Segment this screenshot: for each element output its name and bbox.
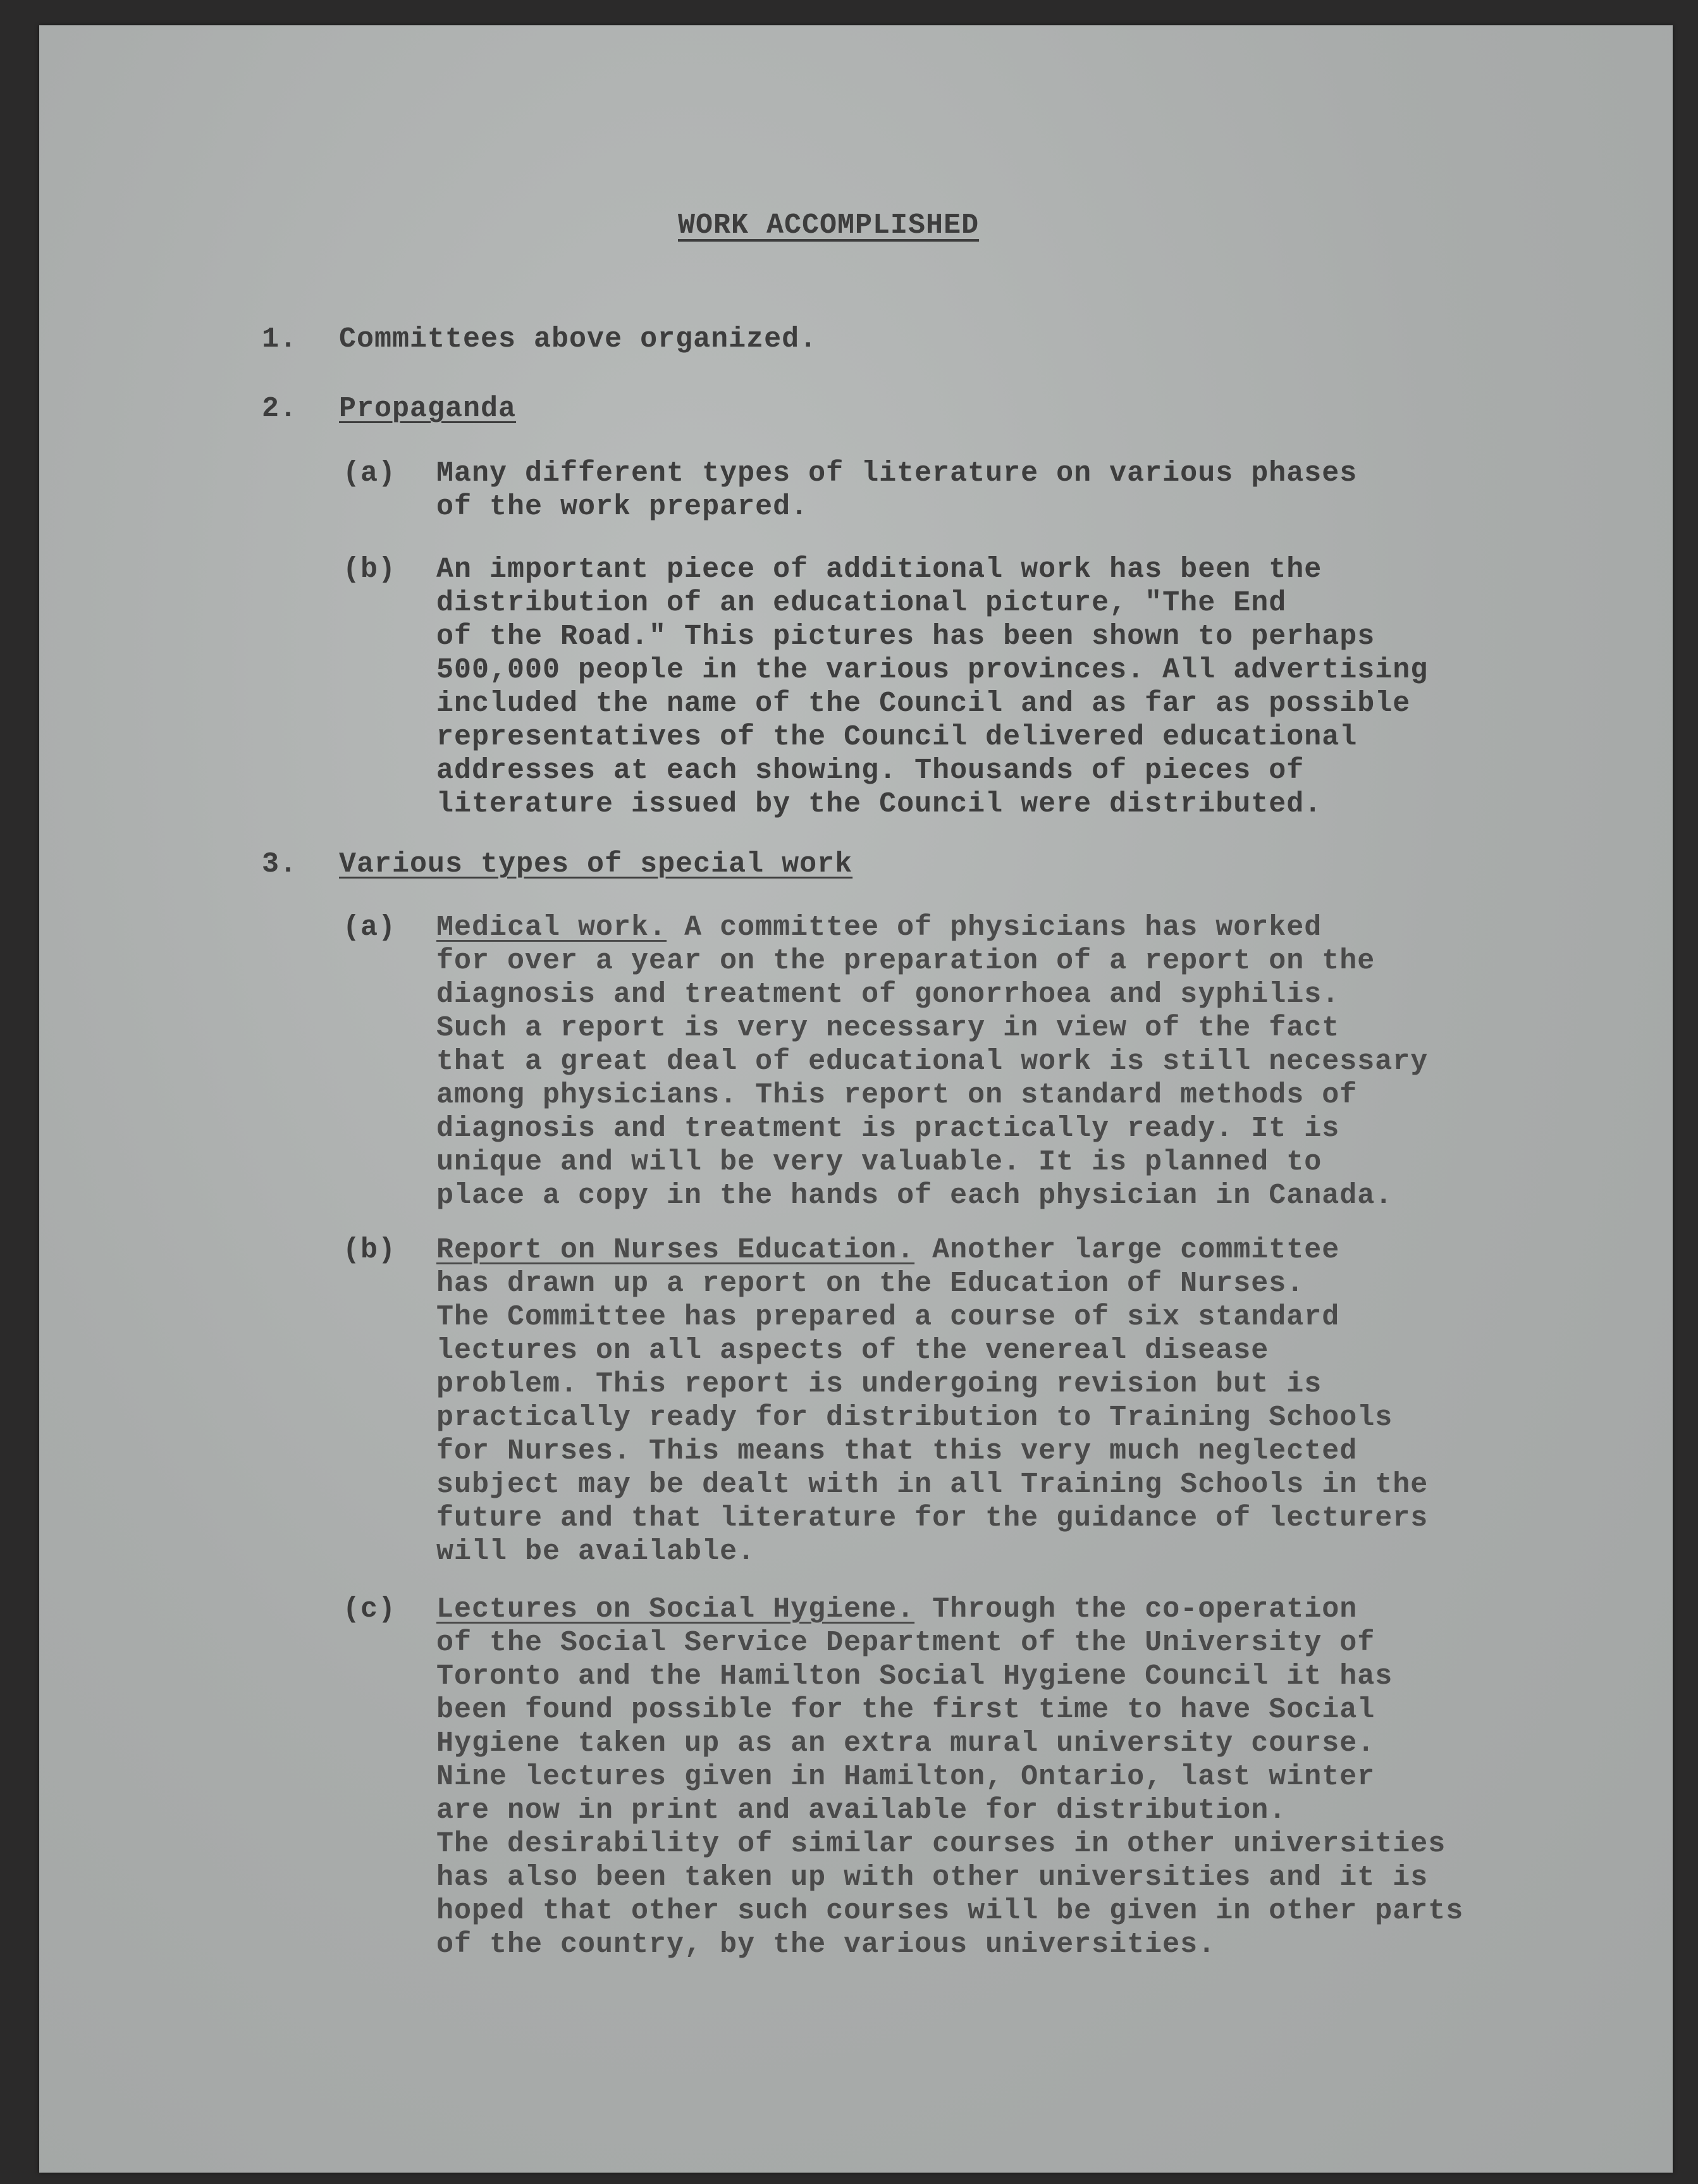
document-page — [39, 25, 1673, 2173]
subitem-title-3a: Medical work. — [436, 911, 667, 944]
item-number-3: 3. — [262, 848, 298, 880]
subitem-label-2a: (a) — [343, 457, 397, 490]
subitem-title-3c: Lectures on Social Hygiene. — [436, 1593, 915, 1626]
subitem-text-3b: Another large committee has drawn up a report on the Education of Nurses. The Committee has prepared a course of six standard lectures on all aspects of the venereal disease problem. This report is undergoing revision but is practically ready for distribution to Training Schools for Nurses. This means that this very much neglected subject may be dealt with in all Training Schools in the future and that literature for the guidance of lecturers will be available. — [436, 1234, 1429, 1568]
subitem-label-3b: (b) — [343, 1234, 397, 1266]
subitem-label-2b: (b) — [343, 553, 397, 586]
item-number-2: 2. — [262, 393, 298, 425]
subitem-text-2a: Many different types of literature on various phases of the work prepared. — [436, 457, 1358, 523]
subitem-3b — [436, 1233, 1575, 1569]
subitem-label-3c: (c) — [343, 1593, 397, 1626]
subitem-3c — [436, 1593, 1575, 1961]
subitem-text-3a: A committee of physicians has worked for over a year on the preparation of a report on the diagnosis and treatment of gonorrhoea and syphilis. Such a report is very necessary in view of the fact that a great deal of educational work is still necessary among physicians. This report on standard methods of diagnosis and treatment is practically ready. It is unique and will be very valuable. It is planned to place a copy in the hands of each physician in Canada. — [436, 911, 1429, 1212]
subitem-text-3c: Through the co-operation of the Social Service Department of the University of Toronto and the Hamilton Social Hygiene Council it has been found possible for the first time to have Social Hygiene taken up as an extra mural university course. Nine lectures given in Hamilton, Ontario, last winter are now in print and available for distribution. The desirability of similar courses in other universities has also been taken up with other universities and it is hoped that other such courses will be given in other parts of the country, by the various universities. — [436, 1593, 1464, 1961]
item-number-1: 1. — [262, 323, 298, 355]
subitem-label-3a: (a) — [343, 911, 397, 944]
subitem-text-2b: An important piece of additional work has been the distribution of an educational picture, "The End of the Road." This pictures has been shown to perhaps 500,000 people in the various provinces. All advertising included the name of the Council and as far as possible representatives of the Council delivered educational addresses at each showing. Thousands of pieces of literature issued by the Council were distributed. — [436, 553, 1429, 820]
section-heading-propaganda: Propaganda — [339, 393, 517, 425]
subitem-title-3b: Report on Nurses Education. — [436, 1234, 915, 1266]
subitem-3a — [436, 911, 1575, 1212]
section-heading-special-work: Various types of special work — [339, 848, 853, 880]
item-text-1: Committees above organized. — [339, 323, 818, 355]
page-title: WORK ACCOMPLISHED — [678, 209, 980, 242]
